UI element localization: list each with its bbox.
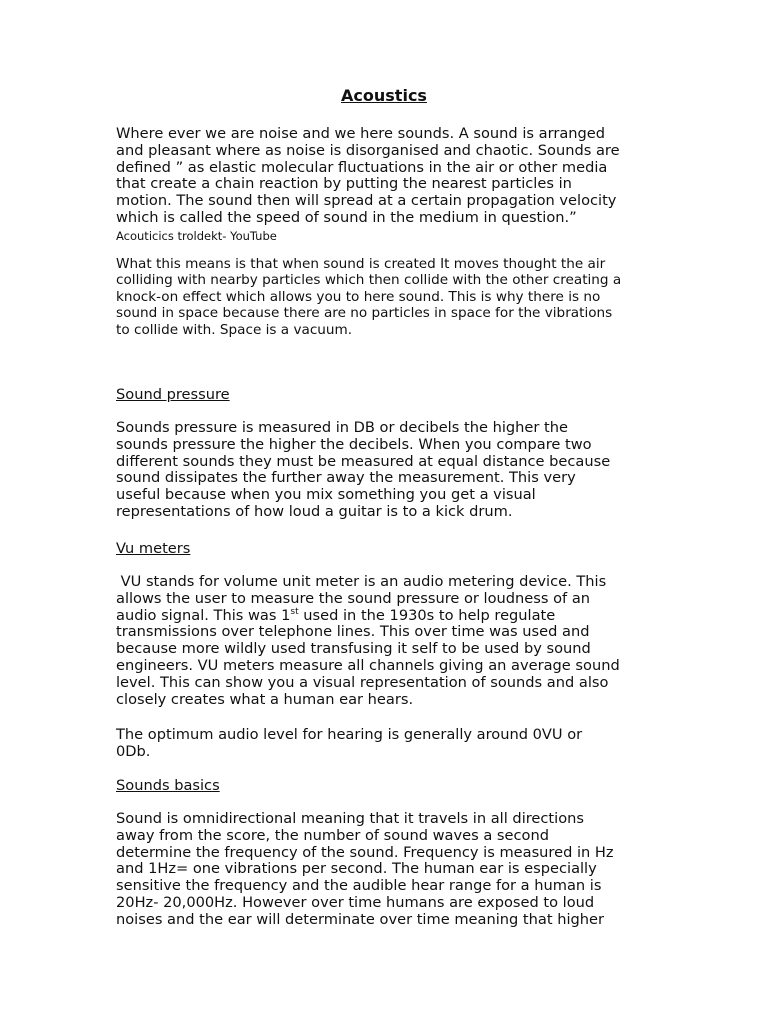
superscript: st xyxy=(290,606,299,617)
sounds-basics-paragraph xyxy=(116,811,656,929)
text-line: which is called the speed of sound in the medium in question.” xyxy=(116,208,577,226)
text-line: colliding with nearby particles which then collide with the other creating a xyxy=(116,272,622,289)
section-heading-sounds-basics: Sounds basics xyxy=(116,777,220,794)
vu-meters-paragraph xyxy=(116,574,656,708)
text-line-with-superscript xyxy=(116,608,656,625)
text-line: knock-on effect which allows you to here sound. This is why there is no xyxy=(116,288,601,305)
text-line: What this means is that when sound is created It moves thought the air xyxy=(116,256,606,272)
text-fragment: used in the 1930s to help regulate xyxy=(298,606,556,624)
text-line: sounds pressure the higher the decibels. When you compare two xyxy=(116,435,592,453)
text-line: defined ” as elastic molecular fluctuations in the air or other media xyxy=(116,158,608,176)
text-line: closely creates what a human ear hears. xyxy=(116,690,414,708)
text-line: transmissions over telephone lines. This over time was used and xyxy=(116,623,590,641)
document-title xyxy=(0,86,768,106)
section-heading-sound-pressure: Sound pressure xyxy=(116,386,230,403)
citation: Acouticics troldekt- YouTube xyxy=(116,229,277,243)
text-line: VU stands for volume unit meter is an audio metering device. This xyxy=(116,573,607,590)
text-line: representations of how loud a guitar is to a kick drum. xyxy=(116,502,513,520)
text-line: sound dissipates the further away the measurement. This very xyxy=(116,469,576,487)
text-line: determine the frequency of the sound. Frequency is measured in Hz xyxy=(116,843,614,861)
text-line: sound in space because there are no particles in space for the vibrations xyxy=(116,305,613,322)
text-line: noises and the ear will determinate over time meaning that higher xyxy=(116,910,604,928)
text-line: Where ever we are noise and we here sounds. A sound is arranged xyxy=(116,125,606,142)
intro-paragraph xyxy=(116,126,656,227)
optimum-level-paragraph xyxy=(116,727,656,761)
text-line: to collide with. Space is a vacuum. xyxy=(116,321,353,338)
explanation-paragraph xyxy=(116,256,656,338)
text-line: and pleasant where as noise is disorganised and chaotic. Sounds are xyxy=(116,141,620,159)
text-line: away from the score, the number of sound waves a second xyxy=(116,826,549,844)
text-line: allows the user to measure the sound pressure or loudness of an xyxy=(116,589,591,607)
section-heading-vu-meters: Vu meters xyxy=(116,540,191,557)
text-line: 20Hz- 20,000Hz. However over time humans are exposed to loud xyxy=(116,893,595,911)
text-line: that create a chain reaction by putting the nearest particles in xyxy=(116,175,572,193)
text-line: Sound is omnidirectional meaning that it travels in all directions xyxy=(116,810,584,827)
text-line: sensitive the frequency and the audible hear range for a human is xyxy=(116,877,602,895)
text-line: The optimum audio level for hearing is generally around 0VU or xyxy=(116,726,583,743)
text-line: Sounds pressure is measured in DB or decibels the higher the xyxy=(116,419,568,436)
text-line: because more wildly used transfusing it self to be used by sound xyxy=(116,640,591,658)
text-fragment: audio signal. This was 1 xyxy=(116,606,291,624)
text-line: motion. The sound then will spread at a certain propagation velocity xyxy=(116,192,617,210)
title-text: Acoustics xyxy=(341,86,427,105)
text-line: different sounds they must be measured at equal distance because xyxy=(116,452,611,470)
text-line: and 1Hz= one vibrations per second. The human ear is especially xyxy=(116,860,597,878)
text-line: useful because when you mix something you get a visual xyxy=(116,486,536,504)
text-line: engineers. VU meters measure all channels giving an average sound xyxy=(116,656,620,674)
text-line: 0Db. xyxy=(116,742,151,760)
sound-pressure-paragraph xyxy=(116,420,656,521)
text-line: level. This can show you a visual representation of sounds and also xyxy=(116,673,609,691)
